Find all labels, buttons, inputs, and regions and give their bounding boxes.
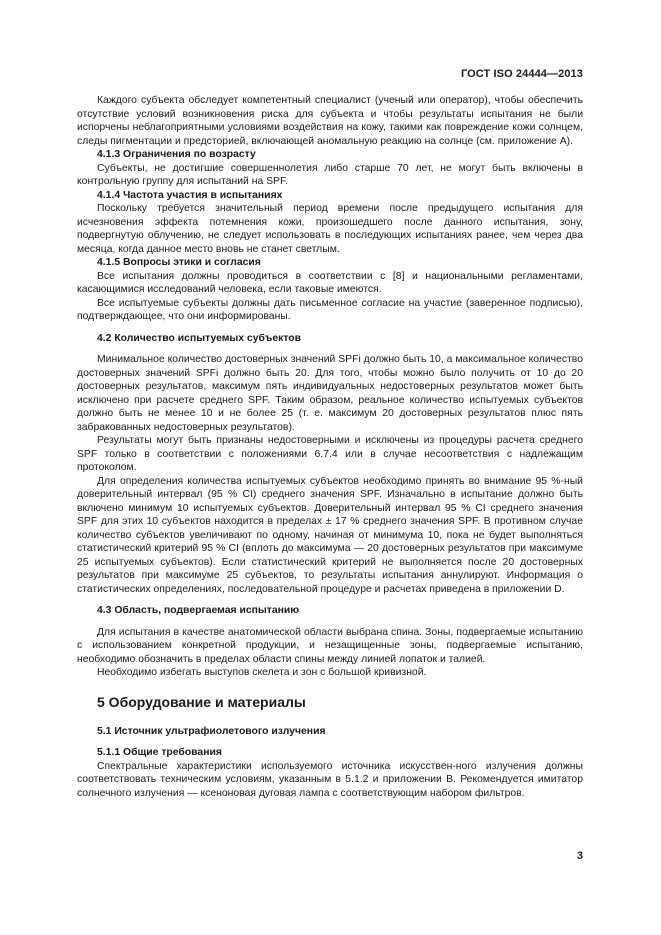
paragraph: Для определения количества испытуемых субъектов необходимо принять во внимание 95 %-ный доверительный интервал (95 % CI) среднего значения SPF. Изначально в испытание должно быть включено минимум 10 испытуемых субъектов. Доверительный интервал 95 % CI среднего значения SPF для этих 10 субъектов находится в пределах ± 17 % среднего значения SPF. В противном случае количество субъектов увеличивают по одному, начиная от минимума 10, пока не будет выполняться статистический критерий 95 % CI (вплоть до максимума — 20 достоверных результатов при максимуме 25 испытуемых субъектов). Если статистический критерий не выполняется после 20 достоверных результатов при максимуме 25 субъектов, то результаты испытания аннулируют. Информация о статистических определениях, последовательной процедуре и расчетах приведена в приложении D.	[77, 475, 583, 595]
paragraph: Поскольку требуется значительный период времени после предыдущего испытания для исчезновения эффекта потемнения кожи, произошедшего после данного испытания, зону, подвергнутую облучению, не следует использовать в последующих испытаниях ранее, чем через два месяца, когда данное место вновь не станет светлым.	[77, 203, 583, 255]
paragraph: Все испытуемые субъекты должны дать письменное согласие на участие (заверенное подписью), подтверждающее, что они информированы.	[77, 297, 583, 322]
section-heading-5-1-1: 5.1.1 Общие требования	[97, 747, 222, 758]
section-heading-4-1-3: 4.1.3 Ограничения по возрасту	[97, 149, 256, 160]
paragraph: Каждого субъекта обследует компетентный специалист (ученый или оператор), чтобы обеспечить отсутствие условий возникновения риска для субъекта и чтобы результаты испытания не были испорчены неблагоприятными условиями воздействия на кожу, такими как повреждение кожи солнцем, следы пигментации и предсторией, включающей аномальную реакцию на солнце (см. приложение А).	[77, 95, 583, 147]
section-heading-4-1-4: 4.1.4 Частота участия в испытаниях	[97, 189, 283, 201]
document-code-header: ГОСТ ISO 24444—2013	[460, 68, 583, 80]
section-heading-5-1: 5.1 Источник ультрафиолетового излучения	[97, 725, 326, 737]
paragraph: Результаты могут быть признаны недостоверными и исключены из процедуры расчета среднего SPF только в соответствии с положениями 6.7.4 или в случае несоответствия с надлежащим протоколом.	[77, 435, 583, 473]
section-heading-4-3: 4.3 Область, подвергаемая испытанию	[97, 605, 300, 616]
paragraph: Субъекты, не достигшие совершеннолетия либо старше 70 лет, не могут быть включены в контрольную группу для испытаний на SPF.	[77, 162, 583, 187]
page-number: 3	[576, 850, 583, 862]
document-body	[77, 94, 583, 800]
paragraph: Минимальное количество достоверных значений SPFi должно быть 10, а максимальное количество достоверных значений SPFi должно быть 20. Для того, чтобы можно было получить от 10 до 20 достоверных результатов, максимум пять индивидуальных недостоверных результатов может быть исключено при расчете среднего SPF. Таким образом, реальное количество испытуемых субъектов должно быть не менее 10 и не более 25 (т. е. максимум 20 достоверных результатов плюс пять забракованных недостоверных результатов).	[77, 354, 583, 433]
section-heading-5: 5 Оборудование и материалы	[97, 693, 306, 710]
paragraph: Все испытания должны проводиться в соответствии с [8] и национальными регламентами, касающимися исследований человека, если таковые имеются.	[77, 270, 583, 295]
paragraph: Спектральные характеристики используемого источника искусствен-ного излучения должны соответствовать техническим условиям, указанным в 5.1.2 и приложении В. Рекомендуется имитатор солнечного излучения — ксеноновая дуговая лампа с соответствующим набором фильтров.	[77, 760, 583, 799]
paragraph: Необходимо избегать выступов скелета и зон с большой кривизной.	[97, 667, 427, 678]
paragraph: Для испытания в качестве анатомической области выбрана спина. Зоны, подвергаемые испытанию с использованием конкретной продукции, и незащищенные зоны, подвергаемые испытанию, необходимо обозначить в пределах области спины между линией лопаток и талией.	[77, 626, 583, 665]
section-heading-4-1-5: 4.1.5 Вопросы этики и согласия	[97, 257, 261, 268]
section-heading-4-2: 4.2 Количество испытуемых субъектов	[97, 332, 302, 344]
